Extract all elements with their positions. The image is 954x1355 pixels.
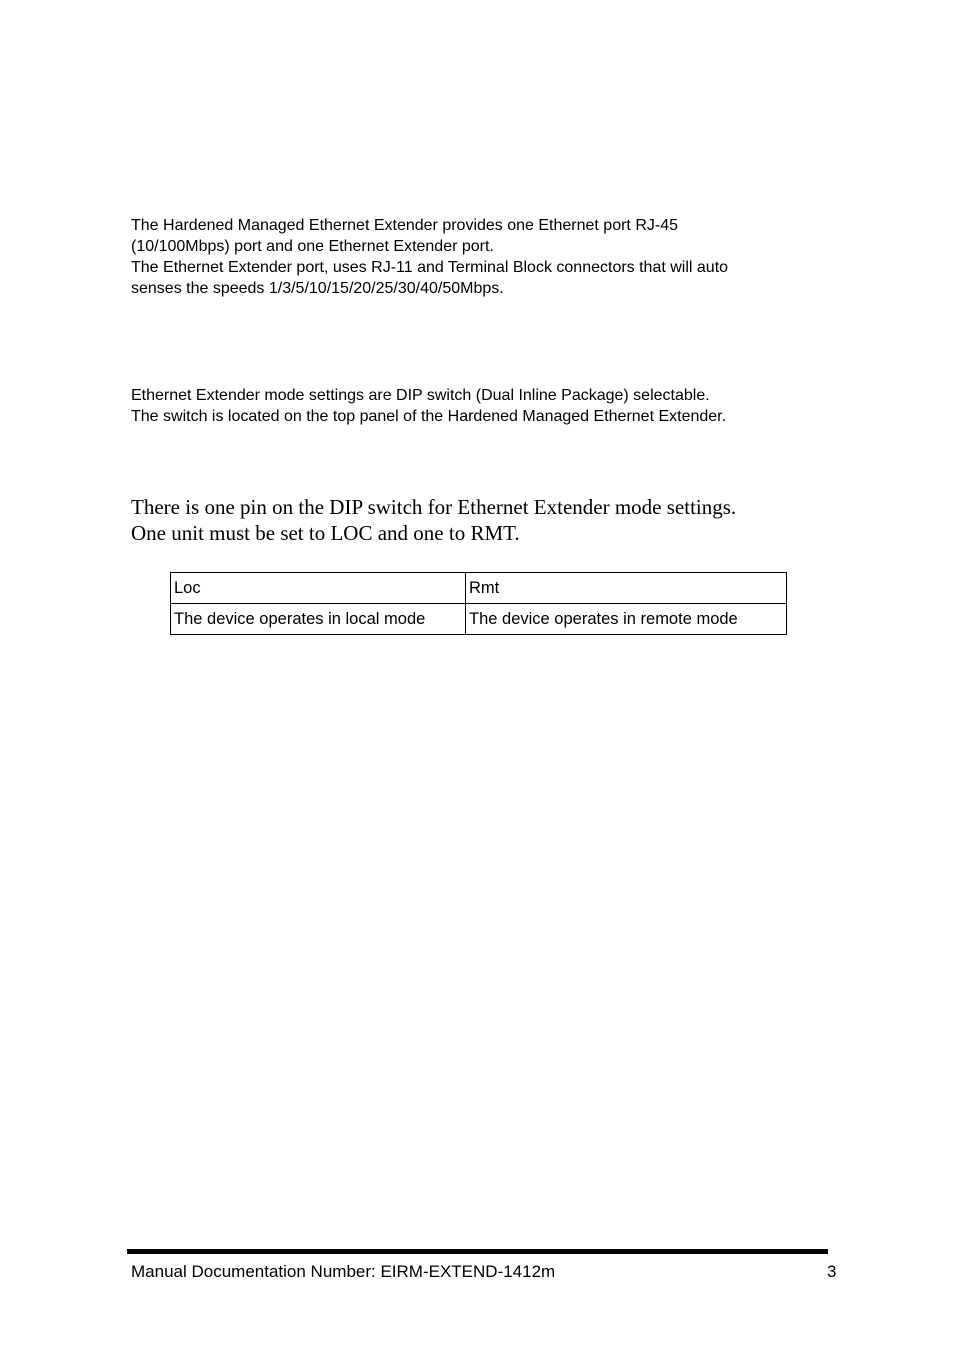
footer-divider — [127, 1249, 828, 1254]
intro-line-2: (10/100Mbps) port and one Ethernet Extender port. — [131, 238, 494, 255]
dip-switch-paragraph — [131, 385, 831, 427]
footer-doc-number: Manual Documentation Number: EIRM-EXTEND-1412m — [131, 1262, 556, 1281]
dip-line-2: The switch is located on the top panel of the Hardened Managed Ethernet Extender. — [131, 408, 727, 425]
mode-setting-paragraph — [131, 494, 851, 546]
mode-line-1: There is one pin on the DIP switch for Ethernet Extender mode settings. — [131, 495, 737, 519]
loc-header-cell: Loc — [171, 573, 466, 604]
intro-line-4: senses the speeds 1/3/5/10/15/20/25/30/40/50Mbps. — [131, 280, 504, 297]
mode-table — [170, 572, 787, 635]
rmt-description-cell: The device operates in remote mode — [466, 604, 787, 635]
mode-line-2: One unit must be set to LOC and one to RMT. — [131, 521, 520, 545]
intro-line-3: The Ethernet Extender port, uses RJ-11 and Terminal Block connectors that will auto — [131, 259, 729, 276]
dip-line-1: Ethernet Extender mode settings are DIP switch (Dual Inline Package) selectable. — [131, 387, 710, 404]
rmt-header-cell: Rmt — [466, 573, 787, 604]
table-header-row — [171, 573, 787, 604]
table-row — [171, 604, 787, 635]
page-number: 3 — [827, 1262, 837, 1281]
loc-description-cell: The device operates in local mode — [171, 604, 466, 635]
intro-paragraph — [131, 215, 831, 299]
intro-line-1: The Hardened Managed Ethernet Extender provides one Ethernet port RJ-45 — [131, 217, 678, 234]
